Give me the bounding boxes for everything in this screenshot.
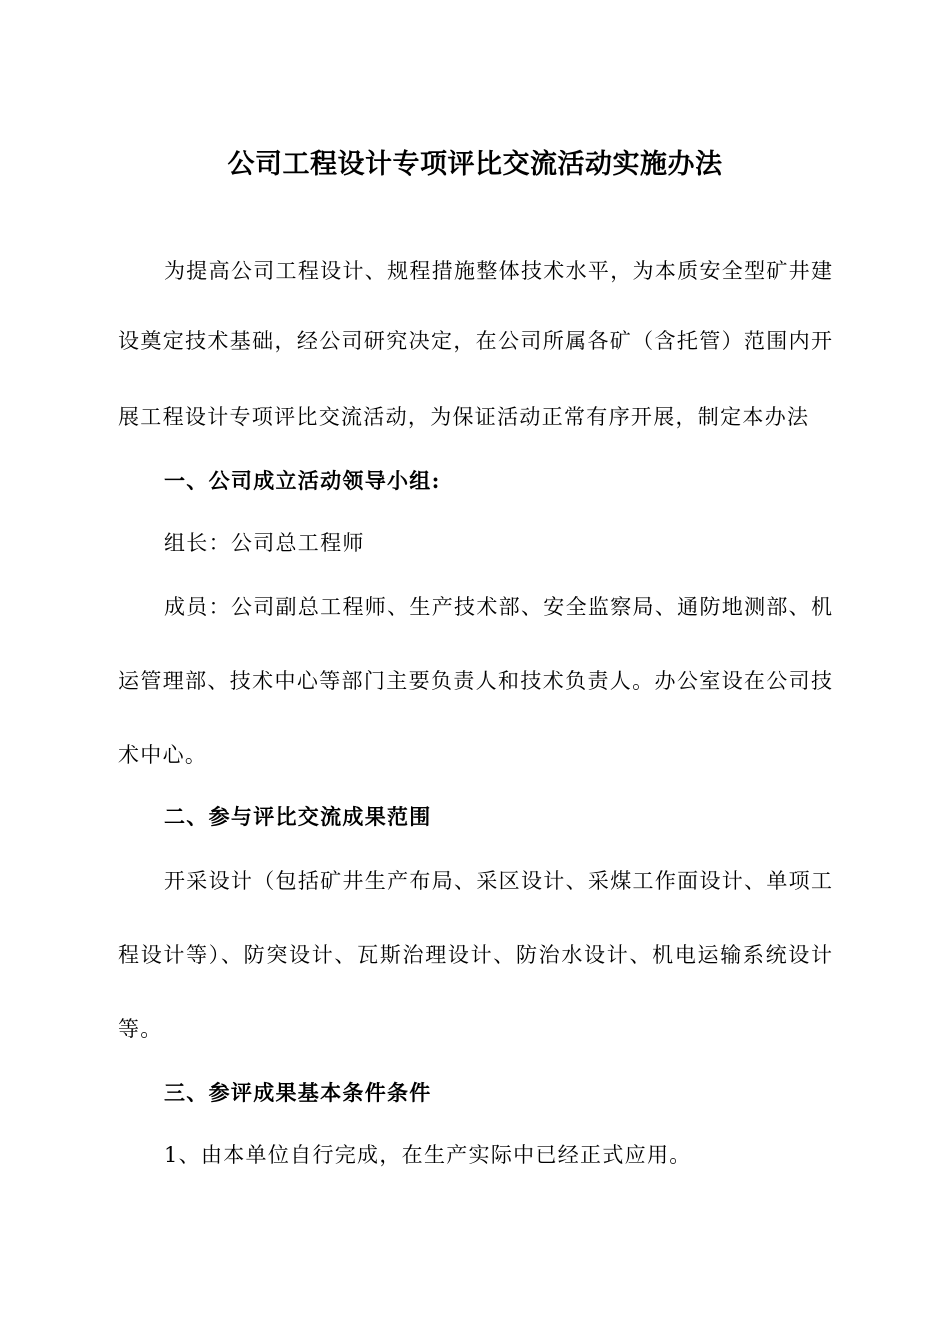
section-3-heading: 三、参评成果基本条件条件 — [164, 1080, 432, 1105]
section-2-line-2: 程设计等）、防突设计、瓦斯治理设计、防治水设计、机电运输系统设计 — [118, 943, 832, 967]
section-2-line-3: 等。 — [118, 1017, 163, 1041]
section-1-members-line-1: 成员：公司副总工程师、生产技术部、安全监察局、通防地测部、机 — [164, 595, 832, 619]
section-1-heading: 一、公司成立活动领导小组: — [164, 468, 441, 493]
section-3-item-1: 1、由本单位自行完成，在生产实际中已经正式应用。 — [164, 1143, 692, 1167]
intro-line-3: 展工程设计专项评比交流活动，为保证活动正常有序开展，制定本办法 — [118, 405, 810, 429]
section-1-members-line-2: 运管理部、技术中心等部门主要负责人和技术负责人。办公室设在公司技 — [118, 669, 832, 693]
section-2-line-1: 开采设计（包括矿井生产布局、采区设计、采煤工作面设计、单项工 — [164, 869, 832, 893]
section-1-leader: 组长：公司总工程师 — [164, 531, 365, 555]
document-title: 公司工程设计专项评比交流活动实施办法 — [227, 149, 723, 180]
section-2-heading: 二、参与评比交流成果范围 — [164, 804, 432, 829]
intro-line-1: 为提高公司工程设计、规程措施整体技术水平，为本质安全型矿井建 — [164, 259, 832, 283]
section-1-members-line-3: 术中心。 — [118, 743, 208, 767]
intro-line-2: 设奠定技术基础，经公司研究决定，在公司所属各矿（含托管）范围内开 — [118, 329, 832, 353]
